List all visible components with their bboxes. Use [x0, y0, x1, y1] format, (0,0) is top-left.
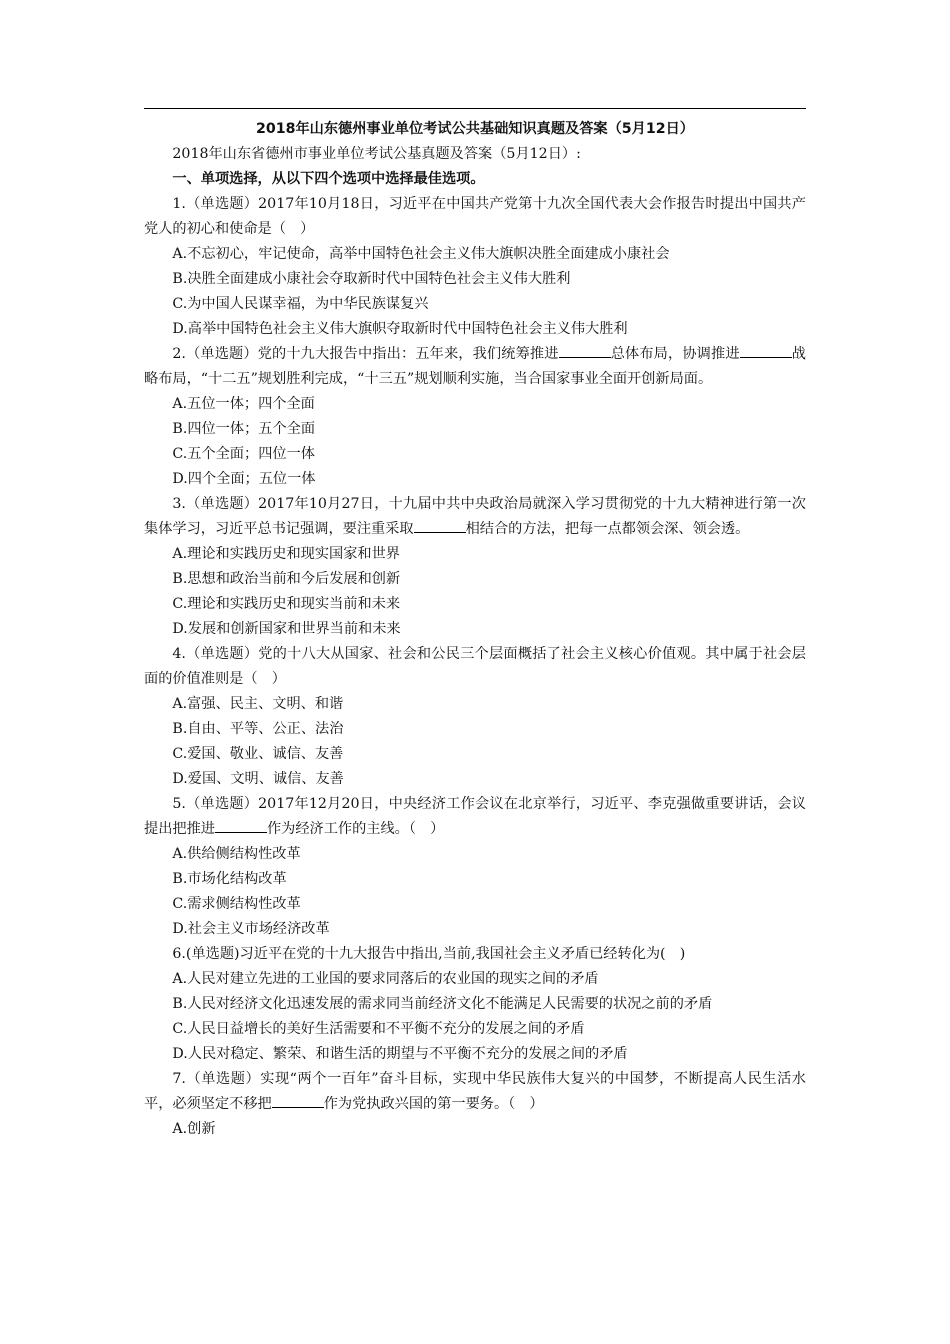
answer-option: D.发展和创新国家和世界当前和未来 [172, 621, 401, 637]
header-rule [144, 108, 806, 109]
answer-option: B.决胜全面建成小康社会夺取新时代中国特色社会主义伟大胜利 [172, 271, 571, 287]
question-stem-text: 作为经济工作的主线。（ ） [266, 821, 445, 837]
question-stem [144, 792, 806, 842]
document-page [144, 108, 806, 1142]
document-subtitle: 2018年山东省德州市事业单位考试公基真题及答案（5月12日）: [172, 146, 581, 162]
fill-in-blank [215, 820, 267, 833]
fill-in-blank [740, 345, 792, 358]
question-stem-text: 4.（单选题）党的十八大从国家、社会和公民三个层面概括了社会主义核心价值观。其中属于社会层面的价值准则是（ ） [144, 646, 806, 687]
answer-option: C.需求侧结构性改革 [172, 896, 301, 912]
question-stem [144, 1067, 806, 1117]
question-stem [144, 942, 806, 967]
answer-option: C.为中国人民谋幸福，为中华民族谋复兴 [172, 296, 429, 312]
answer-option: D.人民对稳定、繁荣、和谐生活的期望与不平衡不充分的发展之间的矛盾 [172, 1046, 628, 1062]
question-stem-text: 7.（单选题）实现“两个一百年”奋斗目标，实现中华民族伟大复兴的中国梦，不断提高人民生活水平，必须坚定不移把 [144, 1071, 806, 1112]
document-title: 2018年山东德州事业单位考试公共基础知识真题及答案（5月12日） [256, 121, 694, 137]
question-stem-text: 1.（单选题）2017年10月18日，习近平在中国共产党第十九次全国代表大会作报告时提出中国共产党人的初心和使命是（ ） [144, 196, 806, 237]
question-stem [144, 492, 806, 542]
question-stem-text: 作为党执政兴国的第一要务。（ ） [323, 1096, 544, 1112]
answer-option: A.富强、民主、文明、和谐 [172, 696, 344, 712]
answer-option: D.爱国、文明、诚信、友善 [172, 771, 344, 787]
answer-option: D.高举中国特色社会主义伟大旗帜夺取新时代中国特色社会主义伟大胜利 [172, 321, 628, 337]
question-stem [144, 192, 806, 242]
fill-in-blank [414, 520, 466, 533]
question-list [144, 192, 806, 1142]
question-stem-text: 3.（单选题）2017年10月27日，十九届中共中央政治局就深入学习贯彻党的十九大精神进行第一次集体学习，习近平总书记强调，要注重采取 [144, 496, 806, 537]
answer-option: C.爱国、敬业、诚信、友善 [172, 746, 344, 762]
answer-option: C.理论和实践历史和现实当前和未来 [172, 596, 401, 612]
question-stem-text: 总体布局，协调推进 [610, 346, 740, 362]
question-stem-text: 5.（单选题）2017年12月20日，中央经济工作会议在北京举行，习近平、李克强做重要讲话，会议提出把推进 [144, 796, 806, 837]
question-stem-text: 相结合的方法，把每一点都领会深、领会透。 [465, 521, 750, 537]
answer-option: A.理论和实践历史和现实国家和世界 [172, 546, 400, 562]
question-stem-text: 战略布局，“十二五”规划胜利完成，“十三五”规划顺利实施，当合国家事业全面开创新局面。 [144, 346, 806, 387]
question-stem [144, 342, 806, 392]
answer-option: B.自由、平等、公正、法治 [172, 721, 344, 737]
answer-option: A.五位一体；四个全面 [172, 396, 315, 412]
fill-in-blank [272, 1095, 324, 1108]
answer-option: A.供给侧结构性改革 [172, 846, 301, 862]
answer-option: B.思想和政治当前和今后发展和创新 [172, 571, 401, 587]
answer-option: C.人民日益增长的美好生活需要和不平衡不充分的发展之间的矛盾 [172, 1021, 585, 1037]
answer-option: D.四个全面；五位一体 [172, 471, 316, 487]
question-stem-text: 6.(单选题)习近平在党的十九大报告中指出,当前,我国社会主义矛盾已经转化为( ) [172, 946, 686, 962]
fill-in-blank [559, 345, 611, 358]
answer-option: D.社会主义市场经济改革 [172, 921, 330, 937]
answer-option: B.人民对经济文化迅速发展的需求同当前经济文化不能满足人民需要的状况之前的矛盾 [172, 996, 713, 1012]
answer-option: A.人民对建立先进的工业国的要求同落后的农业国的现实之间的矛盾 [172, 971, 599, 987]
section-heading: 一、单项选择，从以下四个选项中选择最佳选项。 [172, 171, 485, 187]
answer-option: C.五个全面；四位一体 [172, 446, 315, 462]
answer-option: A.不忘初心，牢记使命，高举中国特色社会主义伟大旗帜决胜全面建成小康社会 [172, 246, 670, 262]
answer-option: B.市场化结构改革 [172, 871, 287, 887]
question-stem-text: 2.（单选题）党的十九大报告中指出：五年来，我们统筹推进 [172, 346, 559, 362]
answer-option: A.创新 [172, 1121, 216, 1137]
question-stem [144, 642, 806, 692]
answer-option: B.四位一体；五个全面 [172, 421, 316, 437]
